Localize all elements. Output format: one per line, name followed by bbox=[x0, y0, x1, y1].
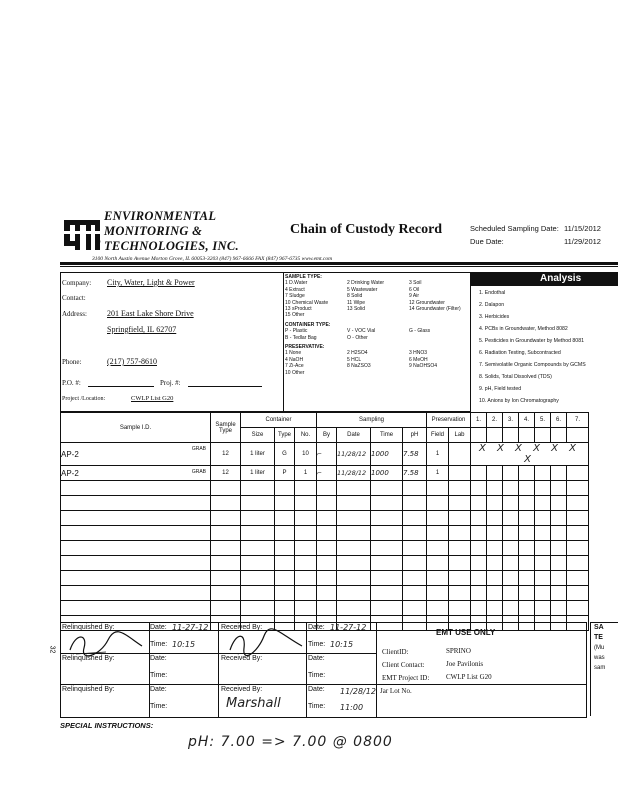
col-no: No. bbox=[295, 428, 317, 443]
received-time-value-3[interactable]: 11:00 bbox=[340, 703, 364, 712]
col-type: Type bbox=[275, 428, 295, 443]
col-field: Field bbox=[427, 428, 449, 443]
sig-divider-2 bbox=[60, 684, 376, 685]
col-sample-type: Sample Type bbox=[211, 413, 241, 443]
address-line2[interactable]: Springfield, IL 62707 bbox=[107, 325, 177, 334]
location-label: Project /Location: bbox=[62, 396, 106, 402]
table-row[interactable]: AP-2 GRAB 12 1 liter P 1 ⌐ 11/28/12 1000 7.58 1 bbox=[61, 466, 589, 481]
col-date: Date bbox=[337, 428, 371, 443]
date-label-2: Date: bbox=[150, 655, 167, 662]
date-label-1: Date: bbox=[150, 624, 167, 631]
table-row[interactable] bbox=[61, 556, 589, 571]
signature-relinquished-icon bbox=[66, 630, 146, 660]
table-row[interactable] bbox=[61, 481, 589, 496]
location-value[interactable]: CWLP List G20 bbox=[131, 395, 174, 402]
table-row[interactable] bbox=[61, 601, 589, 616]
col-lab: Lab bbox=[449, 428, 471, 443]
received-date-value-1[interactable]: 11-27-12 bbox=[330, 623, 367, 632]
company-brand: ENVIRONMENTAL MONITORING & TECHNOLOGIES, INC. bbox=[104, 209, 239, 253]
client-contact-label: Client Contact: bbox=[382, 661, 425, 669]
address-line1[interactable]: 201 East Lake Shore Drive bbox=[107, 309, 194, 318]
col-5: 5. bbox=[535, 413, 551, 428]
date-value-1[interactable]: 11-27-12 bbox=[172, 623, 209, 632]
client-box bbox=[60, 272, 284, 412]
col-time: Time bbox=[371, 428, 403, 443]
jar-lot-label: Jar Lot No. bbox=[380, 687, 412, 695]
time-label-3: Time: bbox=[150, 703, 168, 710]
col-sample-id: Sample I.D. bbox=[61, 413, 211, 443]
received-label-3: Received By: bbox=[221, 686, 263, 693]
company-label: Company: bbox=[62, 279, 92, 287]
received-time-label-2: Time: bbox=[308, 672, 326, 679]
time-value-1[interactable]: 10:15 bbox=[172, 640, 196, 649]
special-instructions-label: SPECIAL INSTRUCTIONS: bbox=[60, 721, 154, 730]
header-rule bbox=[60, 262, 618, 265]
side-number: 32 bbox=[48, 645, 56, 654]
client-id-label: ClientID: bbox=[382, 648, 409, 656]
table-row[interactable] bbox=[61, 541, 589, 556]
emt-divider bbox=[376, 684, 586, 685]
special-instructions-note[interactable]: pH: 7.00 => 7.00 @ 0800 bbox=[188, 734, 393, 750]
contact-label: Contact: bbox=[62, 294, 86, 302]
po-field[interactable] bbox=[88, 386, 154, 387]
project-id-label: EMT Project ID: bbox=[382, 674, 430, 682]
received-date-label-3: Date: bbox=[308, 686, 325, 693]
right-cutoff-box: SA TE (Mu was sam bbox=[590, 622, 618, 716]
address-label: Address: bbox=[62, 310, 87, 318]
analysis-list: 1. Endothal 2. Dalapon 3. Herbicides 4. PCBs in Groundwater, Method 8082 5. Pesticides in Groundwater by Method 8081 6. Radiation Testing, Subcontracted 7. Semivolatile Organic Compounds by GCMS 8. Solids, Total Dissolved (TDS) 9. pH, Field tested 10. Anions by Ion Chromatography bbox=[470, 286, 618, 410]
time-label-1: Time: bbox=[150, 641, 168, 648]
col-1: 1. bbox=[471, 413, 487, 428]
received-date-label-1: Date: bbox=[308, 624, 325, 631]
col-2: 2. bbox=[487, 413, 503, 428]
col-by: By bbox=[317, 428, 337, 443]
received-label-2: Received By: bbox=[221, 655, 263, 662]
table-row[interactable] bbox=[61, 586, 589, 601]
analysis-heading: Analysis bbox=[540, 273, 582, 284]
project-id-value[interactable]: CWLP List G20 bbox=[446, 673, 492, 681]
col-3: 3. bbox=[503, 413, 519, 428]
col-preservation: Preservation bbox=[427, 413, 471, 428]
col-7: 7. bbox=[567, 413, 589, 428]
date-label-3: Date: bbox=[150, 686, 167, 693]
phone-value[interactable]: (217) 757-8610 bbox=[107, 357, 157, 366]
header-rule-thin bbox=[60, 266, 618, 267]
client-contact-value[interactable]: Joe Pavilonis bbox=[446, 660, 484, 668]
received-label-1: Received By: bbox=[221, 624, 263, 631]
form-title: Chain of Custody Record bbox=[290, 222, 443, 237]
received-date-value-3[interactable]: 11/28/12 bbox=[340, 687, 376, 696]
client-id-value[interactable]: SPRINO bbox=[446, 647, 471, 655]
time-label-2: Time: bbox=[150, 672, 168, 679]
signature-received-icon bbox=[228, 628, 304, 658]
registered-mark: ® bbox=[96, 240, 101, 246]
emt-logo-icon bbox=[62, 214, 102, 252]
col-size: Size bbox=[241, 428, 275, 443]
col-ph: pH bbox=[403, 428, 427, 443]
col-container: Container bbox=[241, 413, 317, 428]
company-value[interactable]: City, Water, Light & Power bbox=[107, 278, 195, 287]
table-row[interactable]: AP-2 GRAB 12 1 liter G 10 ⌐ 11/28/12 1000 7.58 1 X X X X X X X bbox=[61, 443, 589, 466]
table-row[interactable] bbox=[61, 511, 589, 526]
received-time-label-3: Time: bbox=[308, 703, 326, 710]
table-row[interactable] bbox=[61, 571, 589, 586]
received-date-label-2: Date: bbox=[308, 655, 325, 662]
received-time-label-1: Time: bbox=[308, 641, 326, 648]
relinquished-label-1: Relinquished By: bbox=[62, 624, 115, 631]
schedule-block: Scheduled Sampling Date: 11/15/2012 Due Date: 11/29/2012 bbox=[470, 224, 601, 246]
table-row[interactable] bbox=[61, 496, 589, 511]
col-sampling: Sampling bbox=[317, 413, 427, 428]
col-6: 6. bbox=[551, 413, 567, 428]
relinquished-label-3: Relinquished By: bbox=[62, 686, 115, 693]
po-label: P.O. #: bbox=[62, 379, 81, 387]
table-row[interactable] bbox=[61, 526, 589, 541]
relinquished-label-2: Relinquished By: bbox=[62, 655, 115, 662]
received-time-value-1[interactable]: 10:15 bbox=[330, 640, 354, 649]
emt-heading: EMT USE ONLY bbox=[436, 628, 496, 637]
signature-lab-receiver: Marshall bbox=[226, 696, 281, 711]
sample-type-legend: SAMPLE TYPE: 1 D.Water 2 Drinking Water 3 Soil 4 Extract 5 Wastewater 6 Oil 7 Sludge 8 Solid 9 Air 10 Chemical Waste 11 Wipe 12 Groundwater 13 sProduct 13 Solid 14 Groundwater (Filter) 15 Other CONTAINER TYPE: P - Plastic V - VOC Vial G - Glass B - Tedlar Bag O - Other PRESERVATIVE: 1 None 2 H2SO4 3 HNO3 4 NaOH 5 HCL 6 MeOH 7 Zi-Ace 8 NaZSO3 9 NaOHSO4 10 Other bbox=[285, 274, 461, 376]
proj-label: Proj. #: bbox=[160, 379, 181, 387]
sample-table bbox=[60, 412, 589, 631]
phone-label: Phone: bbox=[62, 358, 82, 366]
company-address: 3100 North Austin Avenue Morton Grove, IL 60053-3203 (847) 967-6666 FAX (847) 967-6735 www.emt.com bbox=[92, 256, 333, 262]
col-4: 4. bbox=[519, 413, 535, 428]
proj-field[interactable] bbox=[188, 386, 262, 387]
